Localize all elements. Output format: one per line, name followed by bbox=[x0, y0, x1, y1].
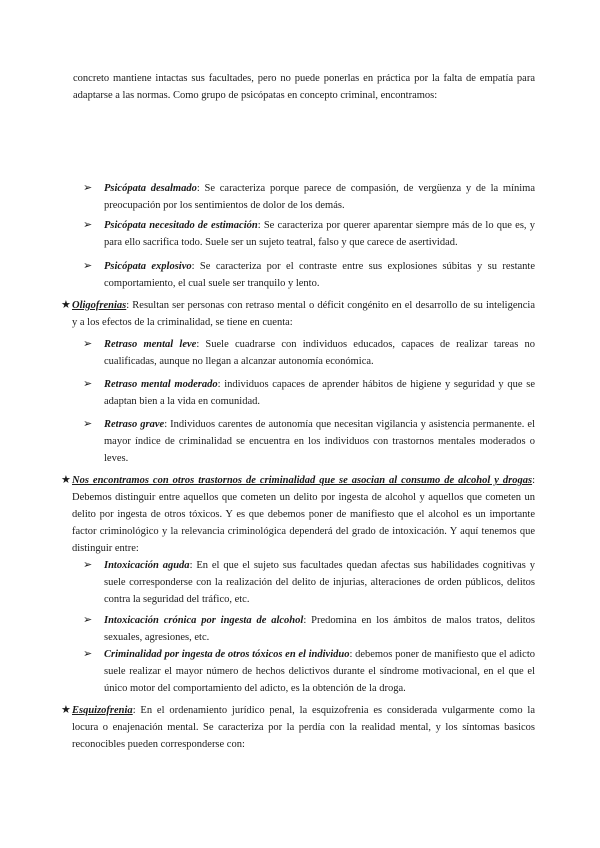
arrow-bullet-icon: ➢ bbox=[83, 182, 93, 194]
term: Intoxicación crónica por ingesta de alcohol bbox=[104, 615, 304, 626]
term: Criminalidad por ingesta de otros tóxicos en el individuo bbox=[104, 649, 350, 660]
star-bullet-icon: ★ bbox=[61, 474, 71, 486]
definition: : Suele cuadrarse con individuos educados, capaces de realizar tareas no cualificadas, aunque no llegan a alcanzar autonomía económica. bbox=[104, 339, 535, 367]
arrow-bullet-icon: ➢ bbox=[83, 648, 93, 660]
section-title: Oligofrenias bbox=[72, 300, 127, 311]
definition: : Predomina en los ámbitos de malos tratos, delitos sexuales, agresiones, etc. bbox=[104, 615, 535, 643]
list-item bbox=[83, 557, 535, 608]
section-esquizofrenia bbox=[61, 702, 535, 753]
term: Intoxicación aguda bbox=[104, 560, 190, 571]
definition: : En el que el sujeto sus facultades quedan afectas sus habilidades cognitivas y suele corresponderse con la realización del delito de injurias, alteraciones de orden públicos, delitos contra la seguridad del tráfico, etc. bbox=[104, 560, 535, 605]
arrow-bullet-icon: ➢ bbox=[83, 418, 93, 430]
term: Psicópata necesitado de estimación bbox=[104, 220, 258, 231]
definition: : Se caracteriza por querer aparentar siempre más de lo que es, y para ello sacrifica todo. Suele ser un sujeto teatral, falso y que carece de asertividad. bbox=[104, 220, 535, 248]
arrow-bullet-icon: ➢ bbox=[83, 260, 93, 272]
term: Retraso mental moderado bbox=[104, 379, 218, 390]
definition: : debemos poner de manifiesto que el adicto suele realizar el mayor número de hechos delictivos durante el síndrome motivacional, en el que el único motor del comportamiento del adicto, es la obtención de la droga. bbox=[104, 649, 535, 694]
definition: : Individuos carentes de autonomía que necesitan vigilancia y asistencia permanente. el mayor índice de criminalidad se encuentra en los individuos con trastornos mentales moderados o leves. bbox=[104, 419, 535, 464]
arrow-bullet-icon: ➢ bbox=[83, 219, 93, 231]
section-text: : Resultan ser personas con retraso mental o déficit congénito en el desarrollo de su inteligencia y a los efectos de la criminalidad, se tiene en cuenta: bbox=[72, 300, 535, 328]
list-item bbox=[83, 258, 535, 292]
arrow-bullet-icon: ➢ bbox=[83, 338, 93, 350]
term: Psicópata desalmado bbox=[104, 183, 197, 194]
list-item bbox=[83, 646, 535, 697]
star-bullet-icon: ★ bbox=[61, 299, 71, 311]
term: Psicópata explosivo bbox=[104, 261, 192, 272]
list-item bbox=[83, 376, 535, 410]
list-item bbox=[83, 180, 535, 214]
definition: : Se caracteriza porque parece de compasión, de vergüenza y de la mínima preocupación por los sentimientos de dolor de los demás. bbox=[104, 183, 536, 211]
section-text: : En el ordenamiento jurídico penal, la esquizofrenia es considerada vulgarmente como la locura o enajenación mental. Se caracteriza por la perdía con la realidad mental, y los síntomas basicos reconocibles pueden corresponderse con: bbox=[72, 705, 535, 750]
section-oligofrenias bbox=[61, 297, 535, 331]
term: Retraso grave bbox=[104, 419, 165, 430]
definition: : Se caracteriza por el contraste entre sus explosiones súbitas y su restante comportamiento, el cual suele ser tranquilo y lento. bbox=[104, 261, 535, 289]
list-item bbox=[83, 612, 535, 646]
section-alcohol-drogas bbox=[61, 472, 535, 557]
arrow-bullet-icon: ➢ bbox=[83, 378, 93, 390]
arrow-bullet-icon: ➢ bbox=[83, 614, 93, 626]
section-text: : Debemos distinguir entre aquellos que cometen un delito por ingesta de alcohol y aquellos que cometen un delito por ingesta de otros tóxicos. Y es que debemos poner de manifiesto que el alcohol es un importante factor criminológico y la relevancia criminológica dependerá del grado de intoxicación. Y aquí tenemos que distinguir entre: bbox=[72, 475, 535, 554]
definition: : individuos capaces de aprender hábitos de higiene y seguridad y que se adaptan bien a la vida en comunidad. bbox=[104, 379, 536, 407]
list-item bbox=[83, 416, 535, 467]
star-bullet-icon: ★ bbox=[61, 704, 71, 716]
section-title: Esquizofrenia bbox=[72, 705, 133, 716]
term: Retraso mental leve bbox=[104, 339, 197, 350]
arrow-bullet-icon: ➢ bbox=[83, 559, 93, 571]
list-item bbox=[83, 217, 535, 251]
intro-paragraph: concreto mantiene intactas sus facultades, pero no puede ponerlas en práctica por la falta de empatía para adaptarse a las normas. Como grupo de psicópatas en concepto criminal, encontramos: bbox=[73, 73, 535, 101]
list-item bbox=[83, 336, 535, 370]
section-title: Nos encontramos con otros trastornos de criminalidad que se asocian al consumo de alcohol y drogas bbox=[72, 475, 533, 486]
